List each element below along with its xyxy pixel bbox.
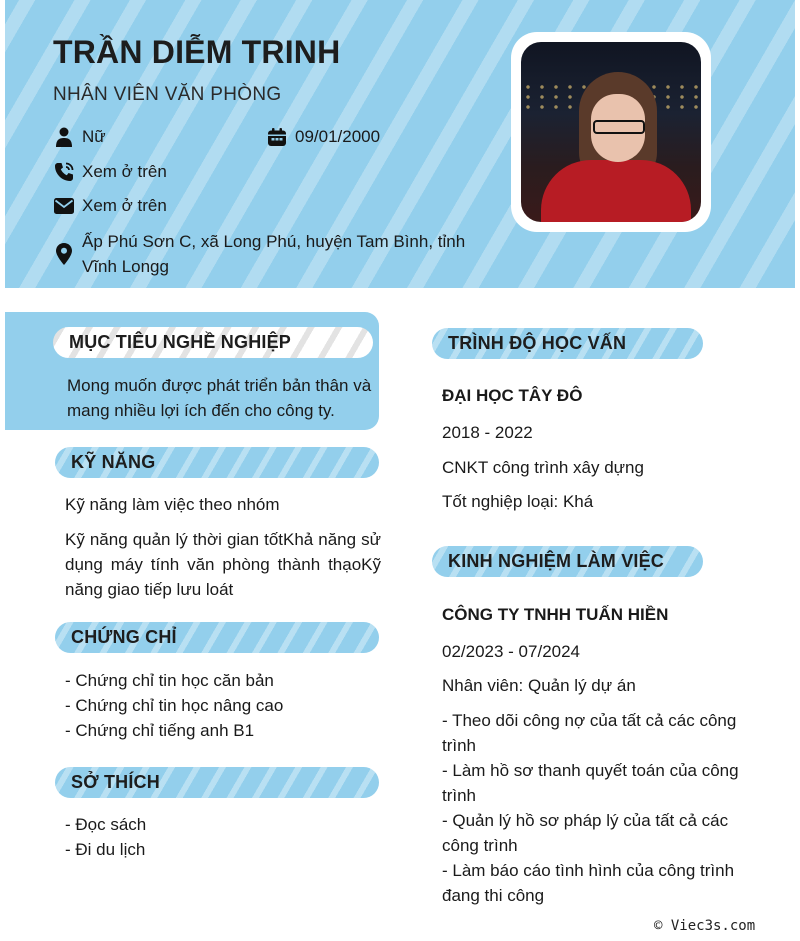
- hobbies-list: [65, 812, 381, 862]
- skills-item-2: Kỹ năng quản lý thời gian tốtKhả năng sử dụng máy tính văn phòng thành thạoKỹ năng giao tiếp lưu loát: [65, 530, 381, 599]
- hobby-item: - Đi du lịch: [65, 840, 146, 859]
- phone-row: [53, 159, 167, 184]
- objective-line-2: mang nhiều lợi ích đến cho công ty.: [67, 401, 335, 420]
- gender-value: Nữ: [82, 127, 106, 146]
- duty-item: [442, 808, 762, 858]
- address-line-1: Ấp Phú Sơn C, xã Long Phú, huyện Tam Bình, tỉnh: [82, 232, 466, 251]
- phone-value: Xem ở trên: [82, 162, 167, 181]
- duty-line: - Làm báo cáo tình hình của công trình: [442, 861, 735, 880]
- cv-header: [5, 0, 795, 288]
- experience-position: Nhân viên: Quản lý dự án: [442, 676, 636, 695]
- duty-line: trình: [442, 736, 477, 755]
- calendar-icon: [266, 124, 288, 149]
- experience-title: KINH NGHIỆM LÀM VIỆC: [432, 546, 703, 577]
- birthdate-value: 09/01/2000: [295, 127, 381, 146]
- education-major: CNKT công trình xây dựng: [442, 458, 644, 477]
- duty-item: [442, 708, 762, 758]
- address-row: [53, 229, 465, 279]
- education-title: TRÌNH ĐỘ HỌC VẤN: [432, 328, 703, 359]
- certificate-item: - Chứng chỉ tiếng anh B1: [65, 721, 255, 740]
- photo-glasses: [593, 120, 645, 134]
- skills-item-1: Kỹ năng làm việc theo nhóm: [65, 495, 280, 514]
- photo-sweater: [541, 160, 691, 222]
- experience-duties: [442, 708, 762, 908]
- duty-line: - Quản lý hồ sơ pháp lý của tất cả các: [442, 811, 729, 830]
- duty-line: đang thi công: [442, 886, 545, 905]
- footer-credit: © Viec3s.com: [654, 918, 756, 934]
- duty-line: công trình: [442, 836, 518, 855]
- duty-item: [442, 858, 762, 908]
- education-period: 2018 - 2022: [442, 423, 533, 442]
- objective-title: MỤC TIÊU NGHỀ NGHIỆP: [53, 327, 373, 358]
- duty-line: - Theo dõi công nợ của tất cả các công: [442, 711, 737, 730]
- avatar-frame: [511, 32, 711, 232]
- education-school: ĐẠI HỌC TÂY ĐÔ: [442, 386, 583, 405]
- experience-company: CÔNG TY TNHH TUẤN HIỀN: [442, 605, 669, 624]
- education-grade: Tốt nghiệp loại: Khá: [442, 492, 594, 511]
- address-value: [82, 229, 465, 279]
- duty-line: trình: [442, 786, 477, 805]
- experience-period: 02/2023 - 07/2024: [442, 642, 581, 661]
- person-icon: [53, 124, 75, 149]
- certificates-list: [65, 668, 381, 743]
- email-value: Xem ở trên: [82, 196, 167, 215]
- location-pin-icon: [53, 229, 75, 279]
- skills-title: KỸ NĂNG: [55, 447, 379, 478]
- address-line-2: Vĩnh Longg: [82, 257, 169, 276]
- birthdate-row: [266, 124, 380, 149]
- hobbies-title: SỞ THÍCH: [55, 767, 379, 798]
- objective-line-1: Mong muốn được phát triển bản thân và: [67, 376, 372, 395]
- avatar: [521, 42, 701, 222]
- certificates-title: CHỨNG CHỈ: [55, 622, 379, 653]
- duty-item: [442, 758, 762, 808]
- envelope-icon: [53, 193, 75, 218]
- phone-icon: [53, 159, 75, 184]
- certificate-item: - Chứng chỉ tin học căn bản: [65, 671, 274, 690]
- hobby-item: - Đọc sách: [65, 815, 147, 834]
- certificate-item: - Chứng chỉ tin học nâng cao: [65, 696, 284, 715]
- duty-line: - Làm hồ sơ thanh quyết toán của công: [442, 761, 739, 780]
- candidate-role: NHÂN VIÊN VĂN PHÒNG: [53, 84, 282, 105]
- objective-text: [67, 373, 379, 423]
- candidate-name: TRẦN DIỄM TRINH: [53, 34, 341, 70]
- gender-row: [53, 124, 106, 149]
- email-row: [53, 193, 167, 218]
